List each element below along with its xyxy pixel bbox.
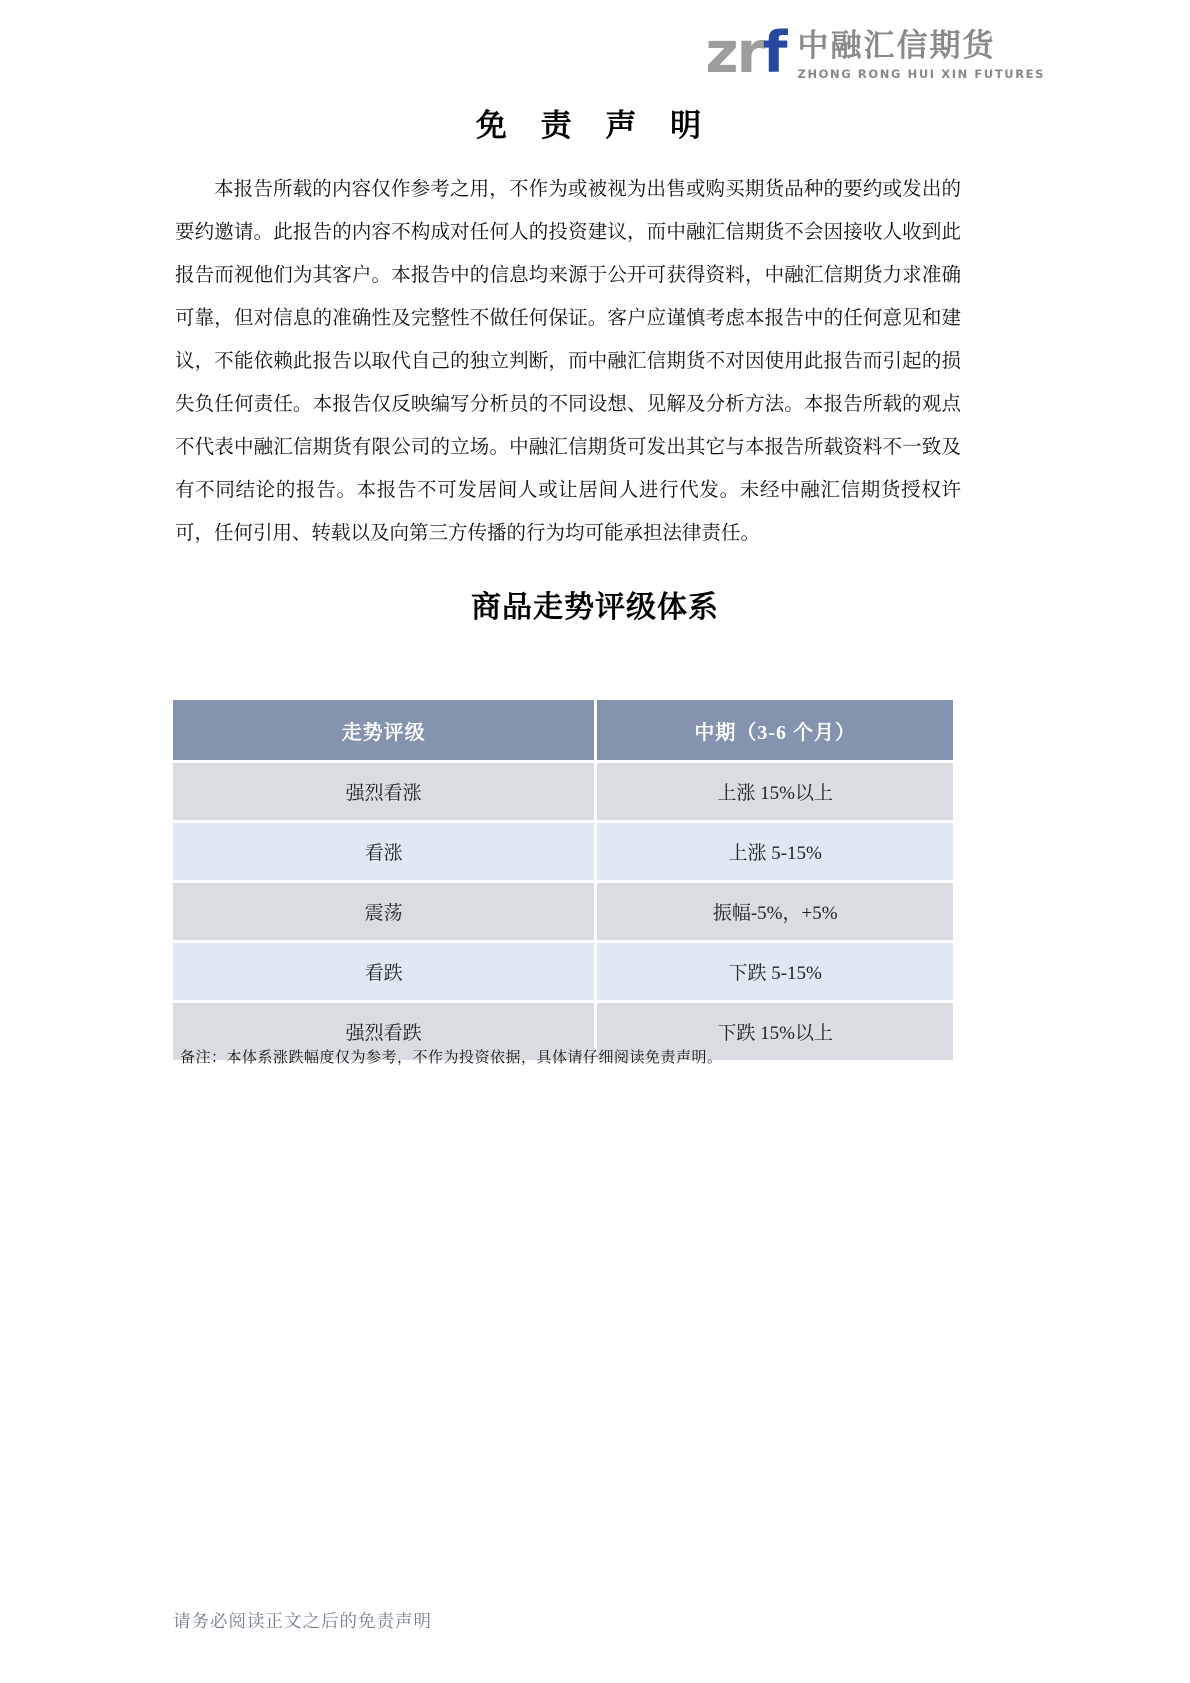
rating-cell: 强烈看涨 [172, 762, 596, 822]
disclaimer-paragraph: 本报告所载的内容仅作参考之用，不作为或被视为出售或购买期货品种的要约或发出的要约邀请。此报告的内容不构成对任何人的投资建议，而中融汇信期货不会因接收人收到此报告而视他们为其客户。本报告中的信息均来源于公开可获得资料，中融汇信期货力求准确可靠，但对信息的准确性及完整性不做任何保证。客户应谨慎考虑本报告中的任何意见和建议，不能依赖此报告以取代自己的独立判断，而中融汇信期货不对因使用此报告而引起的损失负任何责任。本报告仅反映编写分析员的不同设想、见解及分析方法。本报告所载的观点不代表中融汇信期货有限公司的立场。中融汇信期货可发出其它与本报告所载资料不一致及有不同结论的报告。本报告不可发居间人或让居间人进行代发。未经中融汇信期货授权许可，任何引用、转载以及向第三方传播的行为均可能承担法律责任。 [175, 179, 961, 544]
range-cell: 振幅-5%，+5% [596, 882, 955, 942]
company-logo [705, 22, 1045, 84]
table-row [172, 942, 955, 1002]
range-cell: 上涨 5-15% [596, 822, 955, 882]
footer-disclaimer: 请务必阅读正文之后的免责声明 [173, 1611, 432, 1631]
table-row [172, 882, 955, 942]
rating-table-header-midterm: 中期（3-6 个月） [596, 699, 955, 762]
company-name-cn: 中融汇信期货 [797, 28, 996, 64]
company-name-en: ZHONG RONG HUI XIN FUTURES [797, 67, 1045, 81]
rating-cell: 震荡 [172, 882, 596, 942]
rating-cell: 看涨 [172, 822, 596, 882]
logo-zr-text: zr [705, 20, 763, 86]
page-title: 免 责 声 明 [475, 108, 715, 143]
logo-zrf-mark [705, 22, 785, 84]
table-note: 备注：本体系涨跌幅度仅为参考，不作为投资依据，具体请仔细阅读免责声明。 [180, 1050, 723, 1066]
range-cell: 下跌 15%以上 [596, 1002, 955, 1062]
range-cell: 上涨 15%以上 [596, 762, 955, 822]
rating-table-header-row [172, 699, 955, 762]
rating-table-header-rating: 走势评级 [172, 699, 596, 762]
logo-f-text: f [762, 20, 786, 86]
company-name-block [798, 22, 1046, 81]
rating-cell: 看跌 [172, 942, 596, 1002]
table-row [172, 762, 955, 822]
rating-table [170, 697, 956, 1063]
rating-cell: 强烈看跌 [172, 1002, 596, 1062]
table-row [172, 822, 955, 882]
section-title: 商品走势评级体系 [471, 590, 719, 625]
range-cell: 下跌 5-15% [596, 942, 955, 1002]
